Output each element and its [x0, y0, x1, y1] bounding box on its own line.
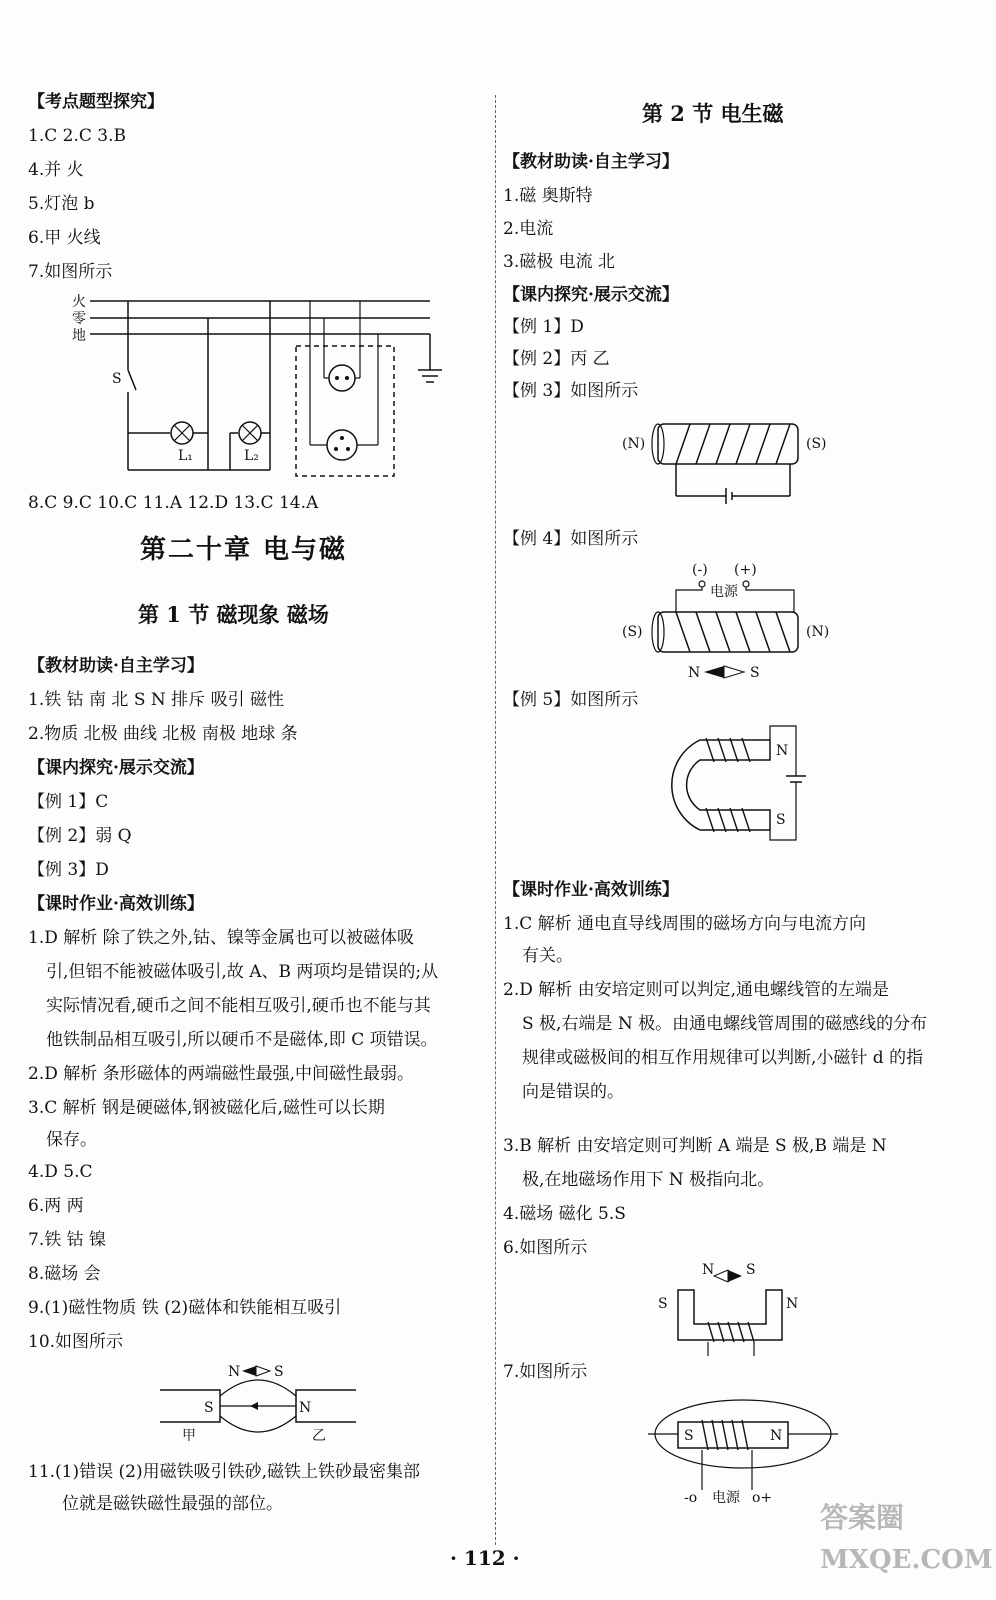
example-r3: 【例 3】如图所示	[503, 381, 639, 401]
answer-b2: 2.物质 北极 曲线 北极 南极 地球 条	[28, 724, 298, 744]
magnet-field-diagram	[160, 1360, 360, 1450]
solenoid-diagram-example-3	[620, 418, 850, 508]
explanation-r3-line-1: 3.B 解析 由安培定则可判断 A 端是 S 极,B 端是 N	[503, 1136, 887, 1156]
label-n-right: (N)	[806, 624, 830, 640]
section-2-title: 第 2 节 电生磁	[642, 101, 784, 126]
column-divider	[495, 95, 496, 1545]
explanation-1-line-2: 引,但铝不能被磁体吸引,故 A、B 两项均是错误的;从	[46, 962, 439, 982]
label-l1: L₁	[178, 448, 193, 464]
label-s: S	[684, 1428, 694, 1444]
u-magnet-diagram-example-5	[620, 720, 820, 845]
label-n-right: N	[786, 1296, 799, 1312]
answer-c4: 4.D 5.C	[28, 1162, 93, 1182]
label-plus: (+)	[734, 562, 757, 578]
section-1-title: 第 1 节 磁现象 磁场	[138, 602, 329, 627]
label-s-top: S	[274, 1364, 284, 1380]
answer-r1: 1.磁 奥斯特	[503, 186, 593, 206]
label-s-left: (S)	[622, 624, 643, 640]
example-r5: 【例 5】如图所示	[503, 690, 639, 710]
section-header-kaodian: 【考点题型探究】	[28, 92, 164, 112]
answer-r4-visible: 4.磁场 磁化 5.S	[503, 1204, 626, 1224]
explanation-2: 2.D 解析 条形磁体的两端磁性最强,中间磁性最弱。	[28, 1064, 415, 1084]
answer-c11-line-1: 11.(1)错误 (2)用磁铁吸引铁砂,磁铁上铁砂最密集部	[28, 1462, 421, 1482]
label-power: 电源	[710, 584, 738, 600]
answer-line-5: 5.灯泡 b	[28, 194, 95, 214]
label-n: N	[770, 1428, 783, 1444]
example-1: 【例 1】C	[28, 792, 109, 812]
label-jia: 甲	[182, 1428, 196, 1444]
label-switch-s: S	[112, 371, 122, 387]
label-power: 电源	[712, 1490, 740, 1506]
section-header-keshi: 【课时作业·高效训练】	[28, 894, 204, 914]
answer-r6: 6.如图所示	[503, 1238, 588, 1258]
answer-c11-line-2: 位就是磁铁磁性最强的部位。	[62, 1494, 283, 1514]
answer-r3: 3.磁极 电流 北	[503, 252, 616, 272]
explanation-r2-line-3: 规律或磁极间的相互作用规律可以判断,小磁针 d 的指	[522, 1048, 924, 1068]
solenoid-diagram-example-4	[620, 560, 850, 685]
label-l2: L₂	[244, 448, 259, 464]
answer-c9: 9.(1)磁性物质 铁 (2)磁体和铁能相互吸引	[28, 1298, 342, 1318]
example-r1: 【例 1】D	[503, 317, 584, 337]
explanation-r1-line-1: 1.C 解析 通电直导线周围的磁场方向与电流方向	[503, 914, 867, 934]
answer-r2: 2.电流	[503, 219, 554, 239]
label-n: N	[776, 743, 789, 759]
label-plus: o+	[752, 1490, 773, 1506]
label-n: (N)	[622, 436, 646, 452]
answer-b1: 1.铁 钴 南 北 S N 排斥 吸引 磁性	[28, 690, 284, 710]
example-3: 【例 3】D	[28, 860, 109, 880]
answer-line-8: 8.C 9.C 10.C 11.A 12.D 13.C 14.A	[28, 493, 319, 513]
watermark-url: MXQE.COM	[820, 1545, 993, 1575]
explanation-1-line-1: 1.D 解析 除了铁之外,钴、镍等金属也可以被磁体吸	[28, 928, 415, 948]
chapter-title: 第二十章 电与磁	[140, 535, 348, 565]
label-s-top: S	[746, 1262, 756, 1278]
section-header-kenei: 【课内探究·展示交流】	[28, 758, 204, 778]
example-r2: 【例 2】丙 乙	[503, 349, 610, 369]
section-header-jiaocai: 【教材助读·自主学习】	[28, 656, 204, 676]
label-n-top: N	[702, 1262, 715, 1278]
label-s: (S)	[806, 436, 827, 452]
example-2: 【例 2】弱 Q	[28, 826, 132, 846]
label-minus: -o	[684, 1490, 698, 1506]
label-minus: (-)	[692, 562, 708, 578]
answer-r7: 7.如图所示	[503, 1362, 588, 1382]
explanation-3-line-2: 保存。	[46, 1130, 97, 1150]
section-header-kenei-2: 【课内探究·展示交流】	[503, 285, 679, 305]
solenoid-field-diagram-answer-7	[648, 1392, 838, 1512]
label-ling: 零	[72, 311, 86, 327]
answer-c6: 6.两 两	[28, 1196, 84, 1216]
answer-c8: 8.磁场 会	[28, 1264, 101, 1284]
section-header-jiaocai-2: 【教材助读·自主学习】	[503, 152, 679, 172]
label-n-top: N	[228, 1364, 241, 1380]
answer-line-6: 6.甲 火线	[28, 228, 101, 248]
label-compass-n: N	[688, 665, 701, 681]
explanation-r1-line-2: 有关。	[522, 946, 573, 966]
explanation-1-line-3: 实际情况看,硬币之间不能相互吸引,硬币也不能与其	[46, 996, 431, 1016]
answer-line-7: 7.如图所示	[28, 262, 113, 282]
u-core-diagram-answer-6	[650, 1260, 810, 1360]
circuit-diagram-home-wiring	[60, 290, 460, 480]
answer-line-4: 4.并 火	[28, 160, 84, 180]
label-compass-s: S	[750, 665, 760, 681]
explanation-1-line-4: 他铁制品相互吸引,所以硬币不是磁体,即 C 项错误。	[46, 1030, 438, 1050]
label-s-left: S	[658, 1296, 668, 1312]
answer-c10: 10.如图所示	[28, 1332, 124, 1352]
explanation-3-line-1: 3.C 解析 钢是硬磁体,钢被磁化后,磁性可以长期	[28, 1098, 385, 1118]
page-number: · 112 ·	[450, 1546, 520, 1570]
label-yi: 乙	[312, 1428, 326, 1444]
section-header-keshi-2: 【课时作业·高效训练】	[503, 880, 679, 900]
example-r4: 【例 4】如图所示	[503, 529, 639, 549]
explanation-r2-line-1: 2.D 解析 由安培定则可以判定,通电螺线管的左端是	[503, 980, 890, 1000]
label-s-magnet: S	[204, 1400, 214, 1416]
label-huo: 火	[72, 294, 86, 310]
explanation-r3-line-2: 极,在地磁场作用下 N 极指向北。	[522, 1170, 775, 1190]
label-di: 地	[72, 328, 86, 344]
label-s: S	[776, 812, 786, 828]
answer-c7: 7.铁 钴 镍	[28, 1230, 107, 1250]
answer-line-1: 1.C 2.C 3.B	[28, 126, 126, 146]
explanation-r2-line-4: 向是错误的。	[522, 1082, 624, 1102]
explanation-r2-line-2: S 极,右端是 N 极。由通电螺线管周围的磁感线的分布	[522, 1014, 928, 1034]
watermark-logo: 答案圈	[820, 1501, 905, 1534]
label-n-magnet: N	[299, 1400, 312, 1416]
